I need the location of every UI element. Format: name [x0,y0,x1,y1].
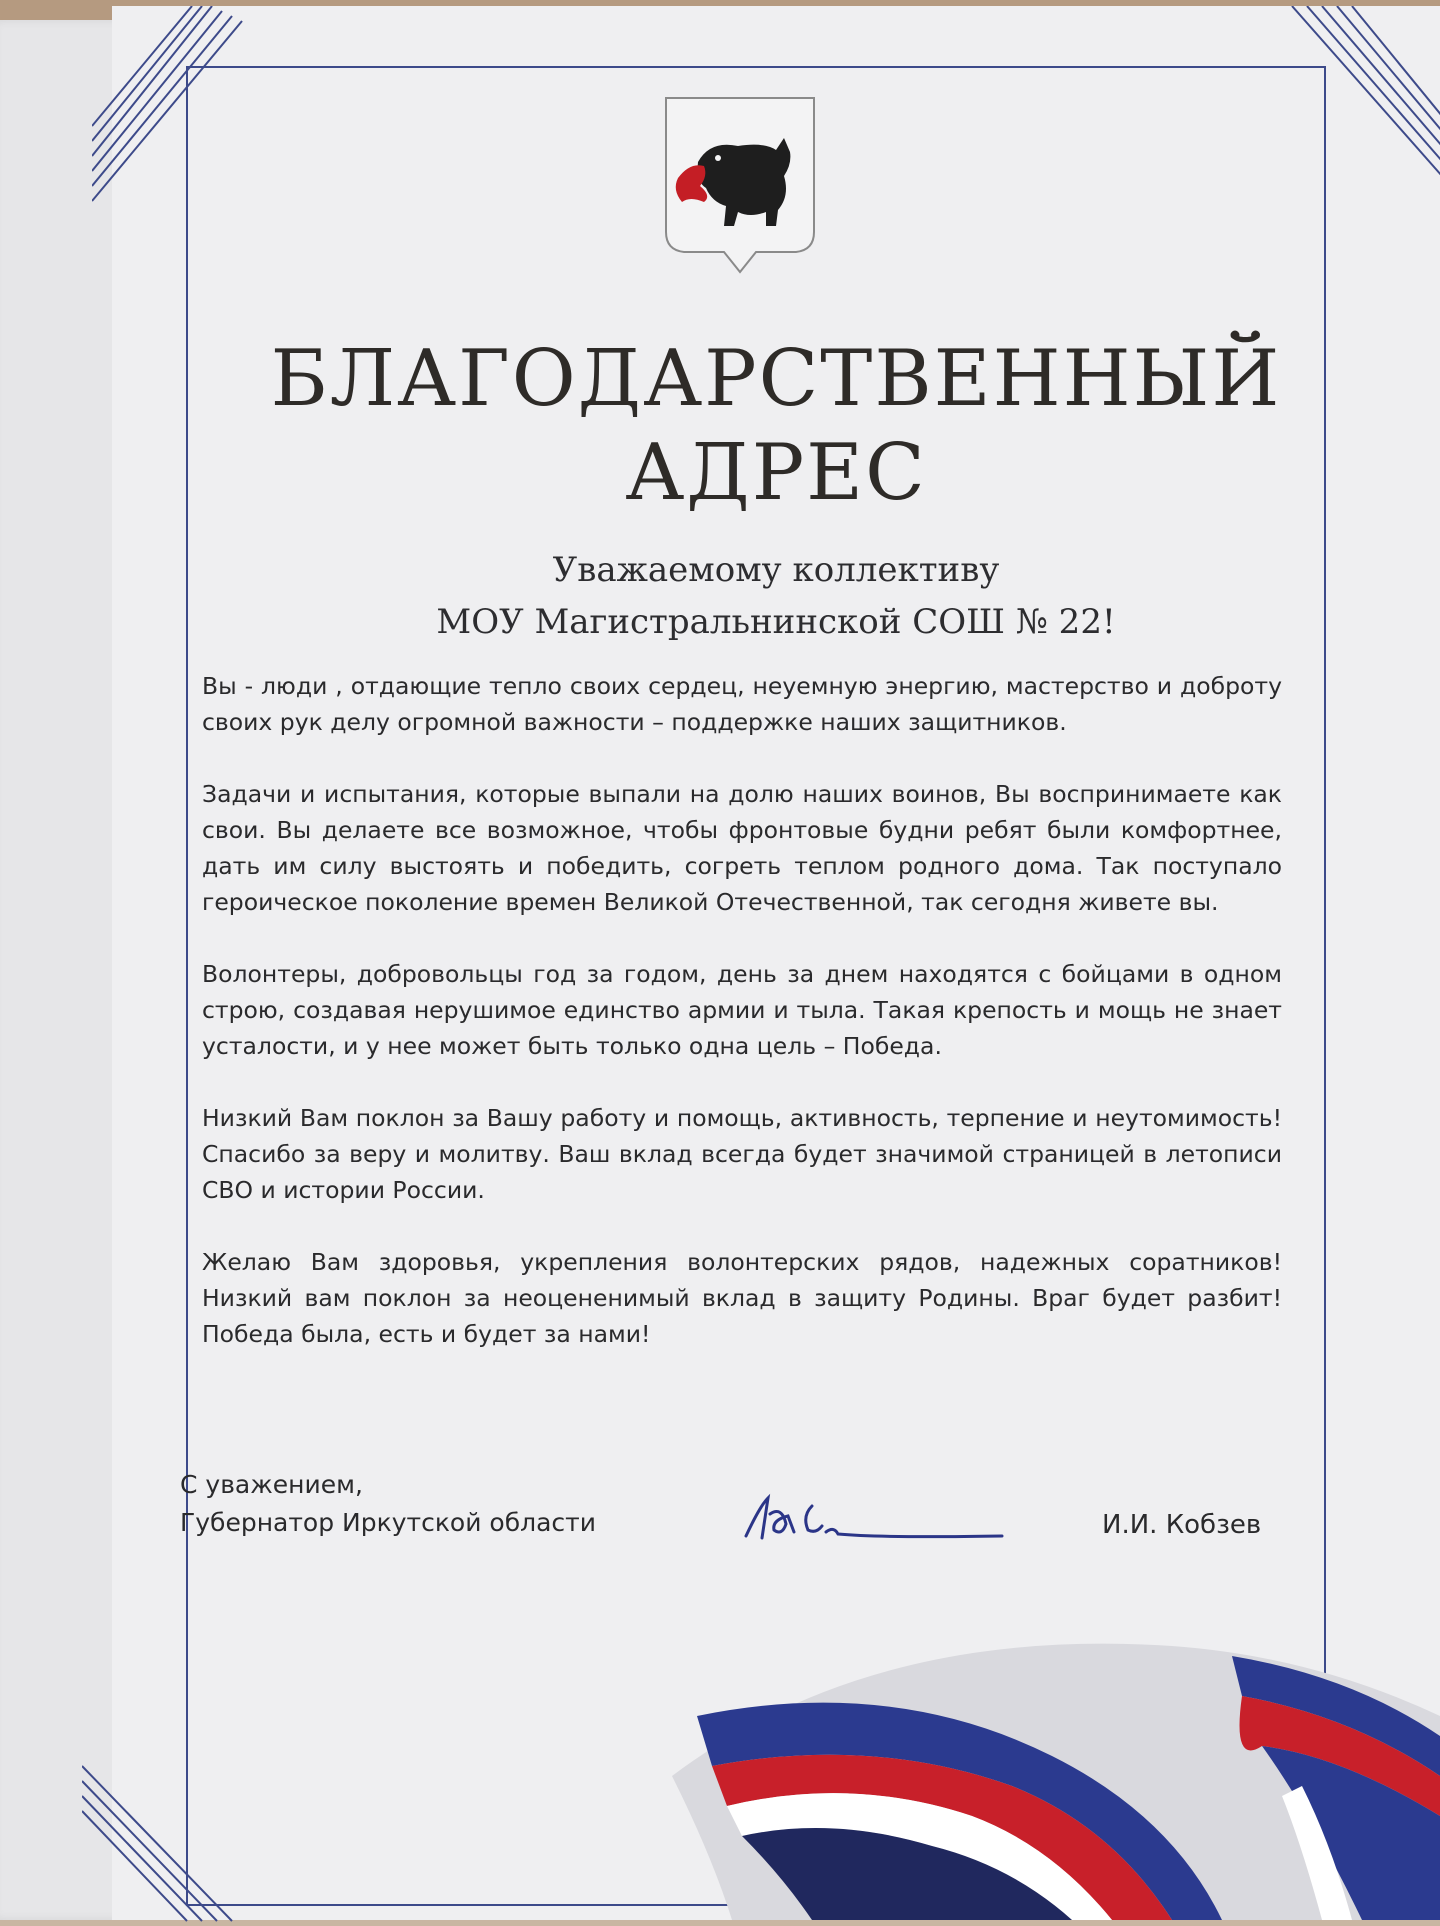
certificate-sheet [112,6,1440,1920]
paragraph-1: Вы - люди , отдающие тепло своих сердец, неуемную энергию, мастерство и доброту своих рук делу огромной важности – поддержке наших защитников. [202,672,1282,736]
letter-body [202,668,1282,1388]
paragraph-5: Желаю Вам здоровья, укрепления волонтерских рядов, надежных соратников! Низкий вам поклон за неоцененимый вклад в защиту Родины. Враг будет разбит! Победа была, есть и будет за нами! [202,1248,1282,1348]
handwritten-signature [742,1476,1022,1556]
closing-line-1: С уважением, [180,1470,363,1499]
document-title [112,332,1440,520]
addressee-line-2: МОУ Магистральнинской СОШ № 22! [436,602,1116,642]
folder-left-cover [0,20,130,1920]
paragraph-3: Волонтеры, добровольцы год за годом, день за днем находятся с бойцами в одном строю, создавая нерушимое единство армии и тыла. Такая крепость и мощь не знает усталости, и у нее может быть только одна цель – Победа. [202,960,1282,1060]
paragraph-2: Задачи и испытания, которые выпали на долю наших воинов, Вы воспринимаете как свои. Вы делаете все возможное, чтобы фронтовые будни ребят были комфортнее, дать им силу выстоять и победить, согреть теплом родного дома. Так поступало героическое поколение времен Великой Отечественной, так сегодня живете вы. [202,780,1282,916]
signatory-name: И.И. Кобзев [1102,1510,1262,1540]
title-line-1: БЛАГОДАРСТВЕННЫЙ [270,334,1282,424]
closing-line-2: Губернатор Иркутской области [180,1508,596,1537]
russian-tricolor-ribbon [112,1566,1440,1920]
addressee [112,544,1440,648]
paragraph-4: Низкий Вам поклон за Вашу работу и помощь, активность, терпение и неутомимость! Спасибо за веру и молитву. Ваш вклад всегда будет значимой страницей в летописи СВО и истории России. [202,1104,1282,1204]
addressee-line-1: Уважаемому коллективу [552,550,1000,590]
title-line-2: АДРЕС [625,428,927,518]
irkutsk-coat-of-arms-icon [660,92,820,278]
closing-block [180,1466,596,1542]
